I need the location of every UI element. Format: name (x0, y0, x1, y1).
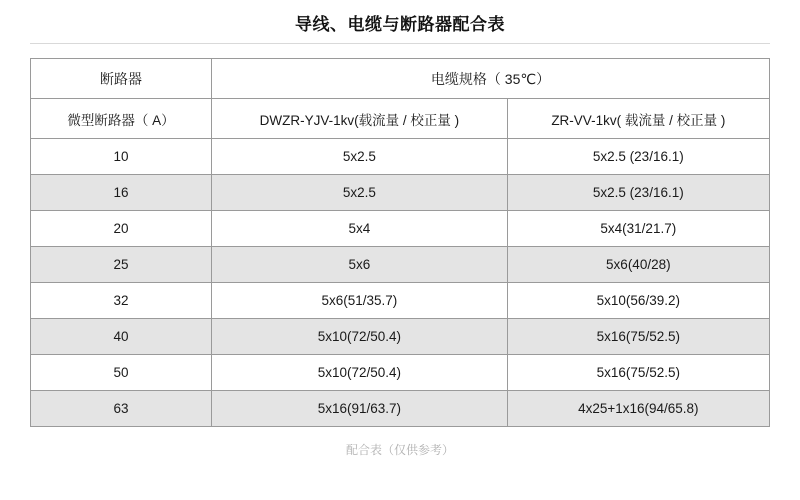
cell-cable-a: 5x2.5 (212, 175, 508, 211)
cell-cable-a: 5x6(51/35.7) (212, 283, 508, 319)
cell-cable-b: 5x2.5 (23/16.1) (507, 139, 769, 175)
table-row (31, 355, 770, 391)
header-breaker-group: 断路器 (31, 59, 212, 99)
cell-breaker: 20 (31, 211, 212, 247)
title-divider (30, 43, 770, 44)
table-row (31, 247, 770, 283)
table-row (31, 139, 770, 175)
cell-breaker: 50 (31, 355, 212, 391)
cell-cable-b: 5x6(40/28) (507, 247, 769, 283)
page-title: 导线、电缆与断路器配合表 (295, 15, 505, 34)
cell-cable-a: 5x10(72/50.4) (212, 319, 508, 355)
subheader-breaker-col: 微型断路器（ A） (31, 99, 212, 139)
table-header-row (31, 59, 770, 99)
table-container (30, 58, 770, 427)
cable-breaker-table (30, 58, 770, 427)
cell-breaker: 10 (31, 139, 212, 175)
table-row (31, 283, 770, 319)
cell-cable-a: 5x16(91/63.7) (212, 391, 508, 427)
subheader-cable-col-b: ZR-VV-1kv( 载流量 / 校正量 ) (507, 99, 769, 139)
cell-cable-a: 5x4 (212, 211, 508, 247)
cell-cable-b: 5x4(31/21.7) (507, 211, 769, 247)
cell-breaker: 63 (31, 391, 212, 427)
cell-cable-a: 5x10(72/50.4) (212, 355, 508, 391)
cell-cable-b: 5x16(75/52.5) (507, 319, 769, 355)
subheader-cable-col-a: DWZR-YJV-1kv(载流量 / 校正量 ) (212, 99, 508, 139)
footer-note: 配合表（仅供参考） (345, 443, 454, 457)
cell-breaker: 40 (31, 319, 212, 355)
cell-breaker: 25 (31, 247, 212, 283)
table-row (31, 319, 770, 355)
table-subheader-row (31, 99, 770, 139)
cell-cable-a: 5x2.5 (212, 139, 508, 175)
cell-breaker: 32 (31, 283, 212, 319)
cell-cable-b: 5x2.5 (23/16.1) (507, 175, 769, 211)
table-row (31, 391, 770, 427)
table-row (31, 175, 770, 211)
cell-cable-b: 5x10(56/39.2) (507, 283, 769, 319)
cell-cable-a: 5x6 (212, 247, 508, 283)
header-cable-group: 电缆规格（ 35℃） (212, 59, 770, 99)
cell-cable-b: 5x16(75/52.5) (507, 355, 769, 391)
table-row (31, 211, 770, 247)
cell-cable-b: 4x25+1x16(94/65.8) (507, 391, 769, 427)
cell-breaker: 16 (31, 175, 212, 211)
